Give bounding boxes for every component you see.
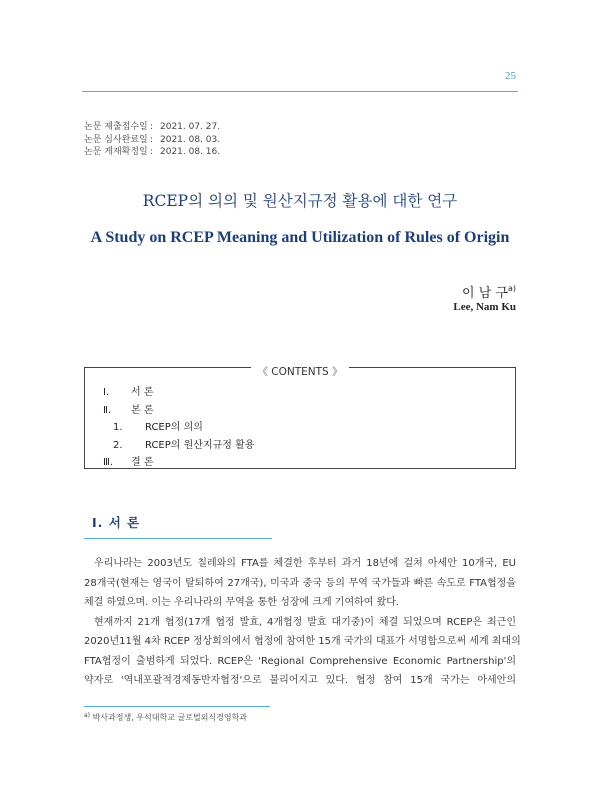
body-line: 현재까지 21개 협정(17개 협정 발효, 4개협정 발효 대기중)이 체결 되었으며 RCEP은 최근인 bbox=[94, 616, 516, 628]
toc-number: Ⅲ. bbox=[103, 457, 114, 468]
footnote-rule bbox=[84, 706, 270, 707]
footnote bbox=[84, 712, 247, 723]
body-line: 28개국(현재는 영국이 탈퇴하여 27개국), 미국과 중국 등의 무역 국가들과 빠른 속도로 FTA협정을 bbox=[84, 577, 516, 589]
date-row bbox=[84, 146, 220, 159]
date-label: 논문 게재확정일 bbox=[84, 147, 148, 157]
body-line: 우리나라는 2003년도 칠레와의 FTA를 체결한 후부터 과거 18년에 걸쳐 아세안 10개국, EU bbox=[94, 558, 516, 569]
toc-label: RCEP의 의의 bbox=[145, 422, 203, 433]
author-name: 이 남 구 bbox=[462, 286, 508, 301]
contents-title-text: 《 CONTENTS 》 bbox=[251, 366, 348, 378]
contents-title bbox=[85, 360, 515, 379]
body-line: 약자로 '역내포괄적경제동반자협정'으로 불리어지고 있다. 협정 참여 15개 국가는 아세안의 bbox=[84, 675, 516, 686]
date-colon: : bbox=[150, 147, 154, 157]
section-heading-introduction: Ⅰ. 서 론 bbox=[92, 515, 141, 530]
body-line: FTA협정이 출범하게 되었다. RCEP은 'Regional Comprehensive Economic Partnership'의 bbox=[84, 655, 516, 667]
date-label: 논문 심사완료일 bbox=[84, 134, 148, 145]
contents-box bbox=[84, 367, 516, 469]
toc-number: Ⅱ. bbox=[103, 404, 112, 416]
page-number: 25 bbox=[505, 70, 516, 82]
toc-item bbox=[103, 402, 254, 420]
toc-item bbox=[103, 454, 254, 472]
toc-label: 본 론 bbox=[131, 404, 154, 416]
title-korean: RCEP의 의의 및 원산지규정 활용에 대한 연구 bbox=[142, 192, 458, 210]
body-line: 체결 하였으며. 이는 우리나라의 무역을 통한 성장에 크게 기여하여 왔다. bbox=[84, 597, 400, 608]
author-name-korean bbox=[462, 282, 516, 301]
body-text bbox=[84, 554, 521, 691]
toc-subitem bbox=[103, 419, 254, 437]
table-of-contents bbox=[103, 384, 254, 472]
footnote-mark: a) bbox=[84, 712, 91, 719]
author-footnote-mark: a) bbox=[507, 284, 516, 293]
toc-subitem bbox=[103, 437, 254, 455]
toc-label: 결 론 bbox=[131, 457, 154, 468]
title-english: A Study on RCEP Meaning and Utilization of Rules of Origin bbox=[90, 229, 510, 246]
body-line: 2020년11월 4차 RCEP 정상회의에서 협정에 참여한 15개 국가의 대표가 서명함으로써 세계 최대의 bbox=[84, 636, 521, 647]
toc-number: 2. bbox=[113, 439, 123, 451]
date-colon: : bbox=[150, 134, 154, 145]
date-value: 2021. 07. 27. bbox=[160, 122, 221, 132]
date-row bbox=[84, 134, 220, 147]
date-value: 2021. 08. 03. bbox=[160, 134, 221, 145]
section-rule bbox=[84, 538, 272, 539]
toc-number: Ⅰ. bbox=[103, 387, 110, 398]
toc-item bbox=[103, 384, 254, 402]
toc-label: 서 론 bbox=[131, 387, 154, 398]
footnote-text: 박사과정생, 우석대학교 글로벌외식경영학과 bbox=[92, 713, 248, 722]
header-rule bbox=[82, 91, 518, 92]
toc-number: 1. bbox=[113, 422, 123, 433]
toc-label: RCEP의 원산지규정 활용 bbox=[145, 439, 255, 451]
date-value: 2021. 08. 16. bbox=[160, 147, 221, 157]
submission-dates bbox=[84, 121, 220, 159]
date-colon: : bbox=[150, 122, 154, 132]
date-row bbox=[84, 121, 220, 134]
author-name-english: Lee, Nam Ku bbox=[453, 301, 516, 313]
date-label: 논문 제출접수일 bbox=[84, 122, 148, 132]
